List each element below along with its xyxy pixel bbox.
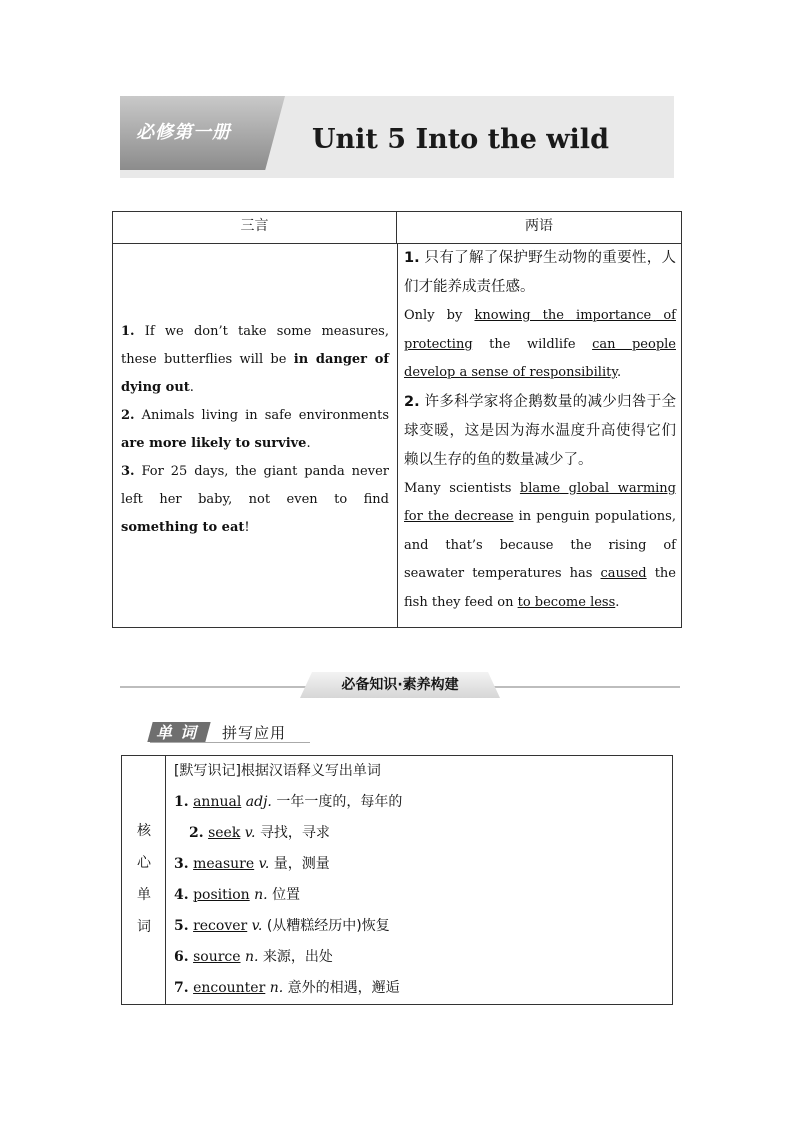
t2-answer-3: to become less: [517, 594, 616, 610]
item-number: 1.: [174, 794, 189, 810]
col-header-sanyan: 三言: [113, 212, 397, 244]
item-pos: v.: [258, 856, 270, 872]
t1-answer-1: knowing the importance of protecting: [404, 308, 676, 352]
item-pos: n.: [254, 887, 268, 903]
unit-header-banner: [120, 96, 674, 178]
side-char-1: 核: [137, 823, 151, 839]
side-char-3: 单: [137, 887, 151, 903]
t2-b: in penguin populations, and that’s because the rising of seawater temperatures has: [404, 509, 676, 581]
item-word: measure: [193, 856, 255, 872]
t1-answer-2: can people develop a sense of responsibility: [404, 336, 676, 380]
item-meaning: 一年一度的，每年的: [276, 794, 403, 810]
badge-char-1: 单: [156, 723, 173, 742]
sentence-2: 2. Animals living in safe environments are more likely to survive.: [121, 408, 389, 451]
item-number: 5.: [174, 918, 189, 934]
t1-c: .: [616, 365, 622, 380]
t1-a: Only by: [404, 308, 475, 323]
badge-char-2: 词: [180, 723, 197, 742]
intro-table: [112, 211, 682, 628]
sentence-3: 3. For 25 days, the giant panda never left her baby, not even to find something to eat!: [121, 464, 390, 535]
item-meaning: 寻找，寻求: [259, 825, 330, 841]
item-meaning: 来源，出处: [262, 949, 333, 965]
vocab-side-label: [122, 756, 166, 1004]
item-word: recover: [193, 918, 248, 934]
section-title: 必备知识·素养构建: [341, 677, 459, 693]
vocab-item: [174, 849, 664, 880]
sentence-2-phrase: are more likely to survive: [121, 436, 307, 451]
item-pos: v.: [251, 918, 263, 934]
item-number: 4.: [174, 887, 189, 903]
column-divider: [397, 244, 398, 627]
book-label: 必修第一册: [136, 122, 231, 143]
sentence-1: 1. If we don’t take some measures, these butterflies will be in danger of dying out.: [121, 324, 389, 395]
item-word: seek: [208, 825, 241, 841]
translation-2-en: [404, 475, 676, 618]
left-sentences: [121, 318, 389, 542]
item-meaning: 量，测量: [273, 856, 330, 872]
item-pos: n.: [269, 980, 284, 996]
sentence-1-end: .: [189, 380, 194, 395]
item-number: 3.: [174, 856, 189, 872]
item-meaning: 位置: [272, 887, 301, 903]
sentence-3-phrase: something to eat: [121, 520, 245, 535]
sentence-1-phrase: in danger of dying out: [121, 352, 389, 395]
translation-2-cn-text: 许多科学家将企鹅数量的减少归咎于全球变暖，这是因为海水温度升高使得它们赖以生存的鱼的数量减少了。: [404, 393, 677, 468]
item-number: 7.: [174, 980, 189, 996]
sentence-2-text: Animals living in safe environments: [141, 408, 389, 423]
item-word: source: [193, 949, 241, 965]
sentence-3-text: For 25 days, the giant panda never left her baby, not even to find: [121, 464, 390, 507]
item-word: annual: [193, 794, 242, 810]
translation-1-cn: 1. 只有了解了保护野生动物的重要性，人们才能养成责任感。: [404, 250, 677, 295]
translation-1-cn-text: 只有了解了保护野生动物的重要性，人们才能养成责任感。: [404, 250, 677, 295]
vocab-table: [121, 755, 673, 1005]
t2-a: Many scientists: [404, 480, 520, 496]
vocab-item: [174, 787, 664, 818]
t2-c: the fish they feed on: [404, 566, 676, 610]
sentence-2-end: .: [306, 436, 311, 451]
word-badge: [150, 720, 310, 744]
t1-b: the wildlife: [472, 336, 593, 352]
unit-title: Unit 5 Into the wild: [312, 124, 609, 155]
t2-answer-2: caused: [600, 566, 647, 581]
item-meaning: 意外的相遇，邂逅: [287, 980, 400, 996]
translation-2-cn: 2. 许多科学家将企鹅数量的减少归咎于全球变暖，这是因为海水温度升高使得它们赖以生存的鱼的数量减少了。: [404, 393, 677, 468]
t2-d: .: [615, 594, 620, 610]
vocab-instruction: [默写识记]根据汉语释义写出单词: [174, 763, 381, 779]
t2-answer-1: blame global warming for the decrease: [404, 480, 676, 524]
col-header-liangyu: 两语: [397, 212, 681, 244]
item-word: encounter: [193, 980, 266, 996]
section-divider: [120, 670, 680, 702]
badge-label: 拼写应用: [222, 724, 287, 742]
item-pos: adj.: [245, 794, 272, 810]
sentence-1-text: If we don’t take some measures, these butterflies will be: [121, 324, 389, 367]
translation-1-en: [404, 302, 676, 388]
side-char-2: 心: [137, 855, 151, 871]
right-translations: [404, 244, 676, 617]
section-line-left: [120, 686, 310, 688]
vocab-item: [174, 880, 664, 911]
item-number: 6.: [174, 949, 189, 965]
section-line-right: [490, 686, 680, 688]
vocab-item: [174, 942, 664, 973]
vocab-item: [174, 818, 664, 849]
item-pos: v.: [244, 825, 256, 841]
item-meaning: (从糟糕经历中)恢复: [266, 918, 390, 934]
vocab-item: [174, 911, 664, 942]
item-number: 2.: [189, 825, 204, 841]
vocab-item: [174, 973, 664, 1004]
side-char-4: 词: [137, 919, 151, 935]
badge-underline: [150, 742, 310, 743]
sentence-3-end: !: [244, 520, 250, 535]
item-word: position: [193, 887, 250, 903]
item-pos: n.: [244, 949, 259, 965]
vocab-list: [174, 756, 664, 1004]
